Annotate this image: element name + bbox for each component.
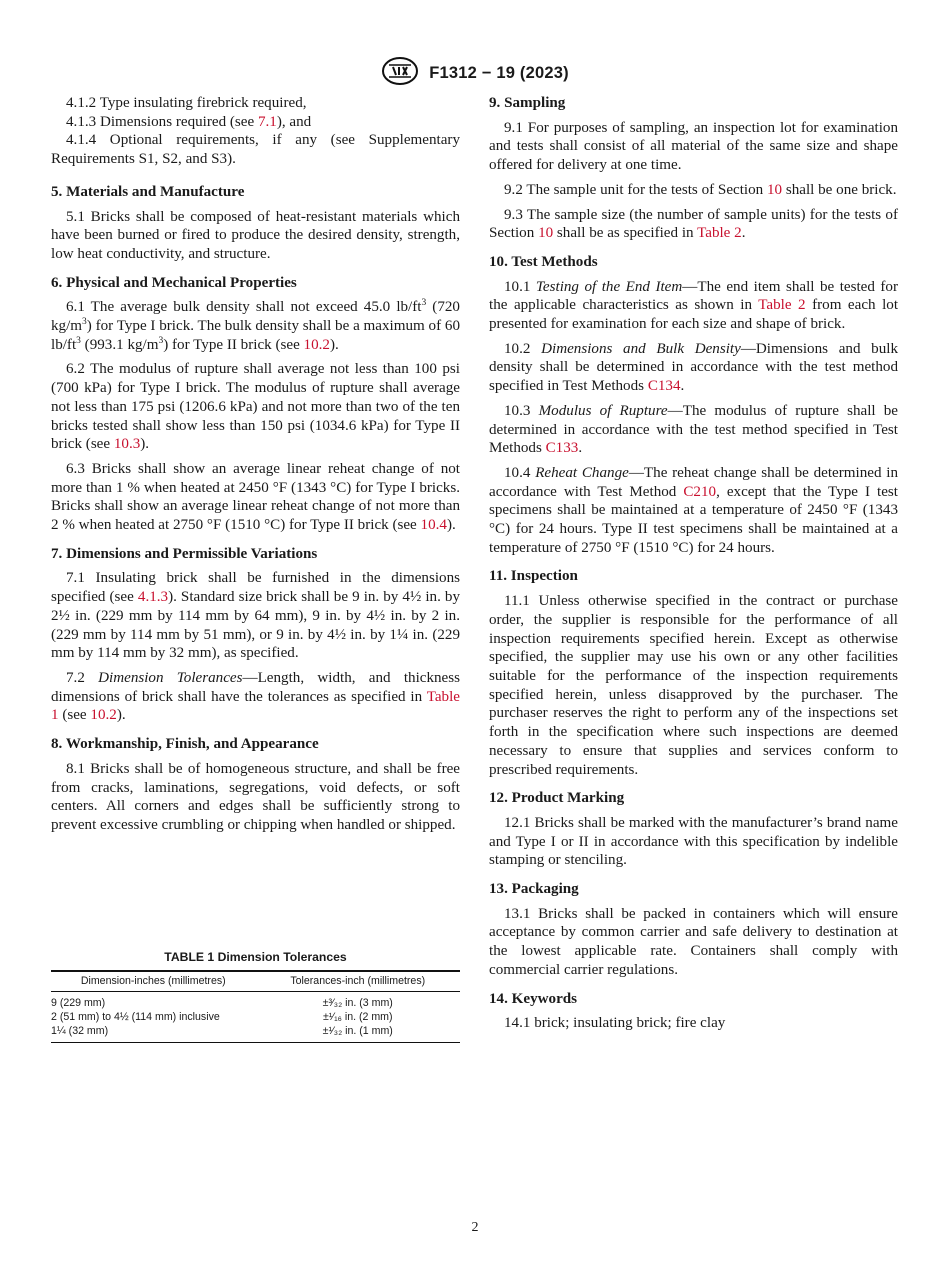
link-section-10[interactable]: 10 (538, 225, 554, 242)
left-column (51, 94, 460, 845)
paragraph-12-1: 12.1 Bricks shall be marked with the manufacturer’s brand name and Type I or II in accordance with this specification by indelible stamping or stenciling. (489, 814, 898, 869)
link-table-2[interactable]: Table 2 (697, 225, 742, 242)
paragraph-10-4: 10.4 Reheat Change—The reheat change shall be determined in accordance with Test Method C210, except that the Type I test specimens shall be maintained at a temperature of 2450 °F (1343 °C) for 24 hours. Type II test specimens shall be maintained at a temperature of 2750 °F (1510 °C) for 24 hours. (489, 464, 899, 556)
link-c210[interactable]: C210 (683, 483, 717, 500)
document-id: F1312 − 19 (2023) (429, 64, 569, 82)
table-header: Tolerances-inch (millimetres) (256, 971, 461, 992)
section-heading: 7. Dimensions and Permissible Variations (51, 545, 318, 562)
section-13 (489, 880, 898, 980)
table-cell: ±¹⁄₁₆ in. (2 mm) (322, 1011, 393, 1023)
table-cell: ±¹⁄₃₂ in. (1 mm) (256, 1024, 461, 1043)
link-c134[interactable]: C134 (647, 378, 681, 395)
paragraph-9-1: 9.1 For purposes of sampling, an inspection lot for examination and tests shall consist of all material of the same size and shape offered for delivery at one time. (489, 119, 898, 174)
paragraph-6-1: 6.1 The average bulk density shall not exceed 45.0 $lb/ft^3$ (720 $kg/m^3$) for Type I brick. The bulk density shall be a maximum of 60 $lb/ft^3$ (993.1 $kg/m^3$) for Type II brick (see 10.2). (51, 298, 460, 353)
paragraph-10-3: 10.3 Modulus of Rupture—The modulus of rupture shall be determined in accordance with the test method specified in Test Methods C133. (489, 402, 899, 457)
paragraph-7-2: 7.2 Dimension Tolerances—Length, width, and thickness dimensions of brick shall have the tolerances as specified in Table 1 (see 10.2). (51, 669, 460, 724)
paragraph-6-3: 6.3 Bricks shall show an average linear reheat change of not more than 1 % when heated at 2450 °F (1343 °C) for Type I bricks. Bricks shall show an average linear reheat change of not more than 2 % when heated at 2750 °F (1510 °C) for Type II brick (see 10.4). (51, 460, 460, 534)
section-heading: 10. Test Methods (489, 253, 598, 270)
page-header (0, 56, 950, 91)
paragraph-8-1: 8.1 Bricks shall be of homogeneous structure, and shall be free from cracks, laminations, segregations, void defects, or soft centers. All corners and edges shall be sufficiently strong to prevent excessive crumbling or chipping when handled or shipped. (51, 760, 460, 833)
paragraph-14-1: 14.1 brick; insulating brick; fire clay (504, 1015, 726, 1032)
paragraph-7-1: 7.1 Insulating brick shall be furnished in the dimensions specified (see 4.1.3). Standard size brick shall be 9 in. by 4½ in. by 2½ in. (229 mm by 114 mm by 64 mm), 9 in. by 4½ in. by 2 in. (229 mm by 114 mm by 51 mm), or 9 in. by 4½ in. by 1¼ in. (229 mm by 114 mm by 32 mm), as specified. (51, 570, 460, 662)
link-7-1[interactable]: 7.1 (257, 113, 277, 130)
section-heading: 5. Materials and Manufacture (51, 183, 245, 200)
section-10 (489, 253, 898, 558)
table-header: Dimension-inches (millimetres) (51, 971, 256, 992)
section-heading: 13. Packaging (489, 881, 579, 898)
link-section-10[interactable]: 10 (766, 181, 783, 198)
paragraph-5-1: 5.1 Bricks shall be composed of heat-resistant materials which have been burned or fired to produce the desired density, strength, low heat conductivity, and structure. (51, 208, 460, 262)
table-row (51, 1010, 460, 1024)
table-title: TABLE 1 Dimension Tolerances (164, 950, 347, 964)
paragraph-9-2: 9.2 The sample unit for the tests of Section 10 shall be one brick. (504, 181, 897, 198)
table-cell: ±³⁄₃₂ in. (3 mm) (322, 997, 393, 1009)
paragraph-13-1: 13.1 Bricks shall be packed in containers which will ensure acceptance by common carrier and safe delivery to destination at the lowest applicable rate. Containers shall comply with commercial carrier regulations. (489, 905, 898, 978)
item-4-1-2: 4.1.2 Type insulating firebrick required, (66, 95, 307, 111)
table-cell: 9 (229 mm) (51, 997, 106, 1009)
section-6 (51, 274, 460, 535)
link-10-4[interactable]: 10.4 (420, 517, 447, 534)
link-10-2[interactable]: 10.2 (303, 336, 330, 353)
paragraph-9-3: 9.3 The sample size (the number of sample units) for the tests of Section 10 shall be as specified in Table 2. (489, 206, 898, 242)
paragraph-10-2: 10.2 Dimensions and Bulk Density—Dimensions and bulk density shall be determined in accordance with the test method specified in Test Methods C134. (489, 340, 898, 395)
astm-logo-icon (381, 56, 419, 91)
section-9 (489, 94, 898, 243)
section-14 (489, 990, 898, 1033)
table-cell: 1¼ (32 mm) (51, 1024, 256, 1043)
section-5 (51, 183, 460, 264)
item-4-1-3: 4.1.3 Dimensions required (see 7.1), and (66, 113, 312, 130)
page-number: 2 (471, 1220, 479, 1235)
right-column (489, 94, 898, 1043)
table-cell: 2 (51 mm) to 4½ (114 mm) inclusive (51, 1011, 220, 1023)
table-1 (51, 950, 460, 1043)
item-4-1-4: 4.1.4 Optional requirements, if any (see Supplementary Requirements S1, S2, and S3). (51, 132, 460, 168)
section-heading: 12. Product Marking (489, 790, 625, 807)
section-heading: 8. Workmanship, Finish, and Appearance (51, 736, 319, 753)
section-heading: 14. Keywords (489, 990, 578, 1007)
link-table-2[interactable]: Table 2 (758, 297, 806, 314)
tolerance-table (51, 970, 460, 1043)
section-11 (489, 567, 898, 779)
link-c133[interactable]: C133 (545, 440, 579, 457)
section-8 (51, 735, 460, 835)
paragraph-11-1: 11.1 Unless otherwise specified in the contract or purchase order, the supplier is responsible for the performance of all inspection requirements specified herein. Except as otherwise specified, the supplier may use his own or any other facilities suitable for the performance of the inspection requirements specified herein, unless disapproved by the purchaser. The purchaser reserves the right to perform any of the inspections set forth in the specification where such inspections are deemed necessary to ensure that supplies and services conform to prescribed requirements. (489, 593, 898, 778)
link-4-1-3[interactable]: 4.1.3 (137, 589, 169, 606)
section-12 (489, 789, 898, 870)
section-7 (51, 545, 460, 725)
section-heading: 11. Inspection (489, 568, 578, 585)
section-heading: 6. Physical and Mechanical Properties (51, 274, 297, 291)
table-row (51, 992, 460, 1011)
paragraph-10-1: 10.1 Testing of the End Item—The end item shall be tested for the applicable characteristics as shown in Table 2 from each lot presented for examination for each size and shape of brick. (489, 278, 899, 333)
paragraph-6-2: 6.2 The modulus of rupture shall average not less than 100 psi (700 kPa) for Type I brick. The modulus of rupture shall average not less than 175 psi (1206.6 kPa) and not more than two of the ten bricks tested shall show less than 150 psi (1034.6 kPa) for Type II brick (see 10.3). (51, 361, 460, 453)
link-10-2[interactable]: 10.2 (90, 707, 117, 724)
link-10-3[interactable]: 10.3 (113, 436, 141, 453)
table-row (51, 1024, 460, 1043)
section-heading: 9. Sampling (489, 95, 566, 111)
link-table-1[interactable]: Table 1 (51, 688, 460, 724)
